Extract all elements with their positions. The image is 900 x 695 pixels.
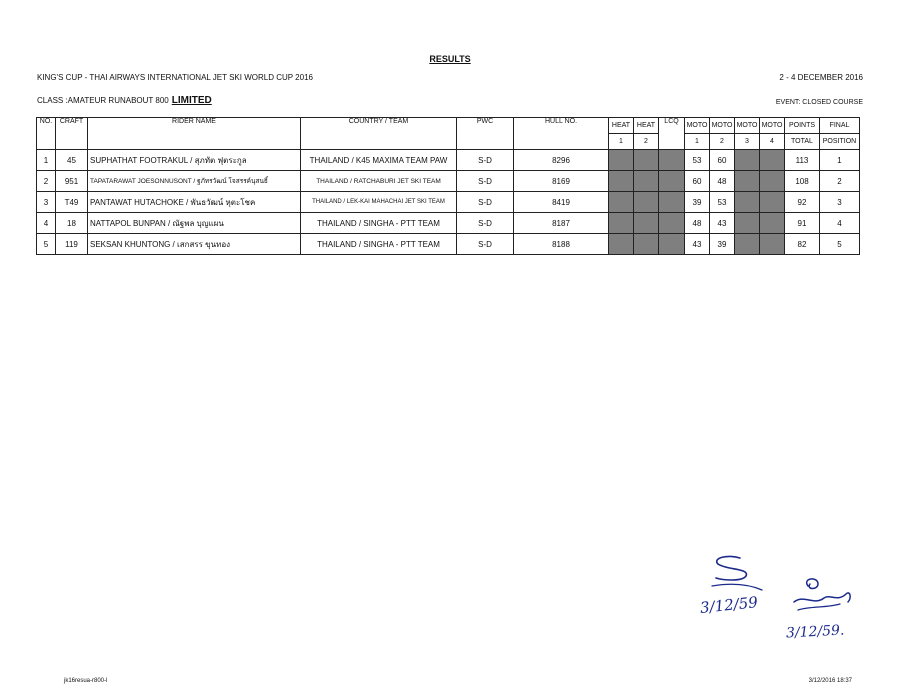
cell-moto-2: 39 xyxy=(710,234,735,255)
cell-moto-3 xyxy=(735,171,760,192)
cell-rider: SUPHATHAT FOOTRAKUL / สุภทัต ฟุตระกูล xyxy=(88,150,301,171)
cell-moto-4 xyxy=(760,192,785,213)
signature-right xyxy=(780,572,860,622)
cell-moto-4 xyxy=(760,213,785,234)
cell-country: THAILAND / SINGHA - PTT TEAM xyxy=(301,213,457,234)
cell-total: 91 xyxy=(785,213,820,234)
cell-rider: TAPATARAWAT JOESONNUSONT / ฐภัทรวัฒน์ โจสรรค์นุสนธิ์ xyxy=(88,171,301,192)
cell-position: 1 xyxy=(820,150,860,171)
results-table xyxy=(36,117,860,255)
col-country: COUNTRY / TEAM xyxy=(301,118,457,150)
col-moto-3: MOTO xyxy=(735,118,760,134)
col-pwc: PWC xyxy=(457,118,514,150)
col-final-position: POSITION xyxy=(820,134,860,150)
cell-heat-2 xyxy=(634,234,659,255)
cell-heat-2 xyxy=(634,213,659,234)
cell-heat-1 xyxy=(609,150,634,171)
cell-moto-1: 60 xyxy=(685,171,710,192)
cell-lcq xyxy=(659,192,685,213)
cell-moto-3 xyxy=(735,150,760,171)
cell-pwc: S-D xyxy=(457,234,514,255)
cell-rider: PANTAWAT HUTACHOKE / พันธวัฒน์ หุตะโชค xyxy=(88,192,301,213)
table-row xyxy=(37,150,860,171)
cell-moto-2: 48 xyxy=(710,171,735,192)
cell-heat-1 xyxy=(609,171,634,192)
col-moto-4: MOTO xyxy=(760,118,785,134)
cell-craft: 45 xyxy=(56,150,88,171)
cell-moto-4 xyxy=(760,150,785,171)
cell-pwc: S-D xyxy=(457,150,514,171)
cell-hull: 8296 xyxy=(514,150,609,171)
col-moto-4-num: 4 xyxy=(760,134,785,150)
cell-no: 5 xyxy=(37,234,56,255)
col-moto-2-num: 2 xyxy=(710,134,735,150)
event-type: EVENT: CLOSED COURSE xyxy=(775,99,863,106)
col-heat-2-num: 2 xyxy=(634,134,659,150)
event-name: KING'S CUP - THAI AIRWAYS INTERNATIONAL JET SKI WORLD CUP 2016 xyxy=(37,73,313,82)
cell-no: 3 xyxy=(37,192,56,213)
cell-no: 4 xyxy=(37,213,56,234)
cell-lcq xyxy=(659,234,685,255)
cell-total: 92 xyxy=(785,192,820,213)
cell-moto-4 xyxy=(760,234,785,255)
cell-no: 2 xyxy=(37,171,56,192)
col-heat-1: HEAT xyxy=(609,118,634,134)
cell-craft: 18 xyxy=(56,213,88,234)
cell-pwc: S-D xyxy=(457,171,514,192)
cell-moto-2: 43 xyxy=(710,213,735,234)
signature-date-left: 3/12/59 xyxy=(699,593,759,617)
cell-moto-4 xyxy=(760,171,785,192)
cell-moto-1: 53 xyxy=(685,150,710,171)
header-row-1 xyxy=(37,118,860,134)
col-craft: CRAFT xyxy=(56,118,88,150)
col-moto-1: MOTO xyxy=(685,118,710,134)
cell-heat-2 xyxy=(634,150,659,171)
cell-hull: 8419 xyxy=(514,192,609,213)
col-lcq: LCQ xyxy=(659,118,685,150)
cell-hull: 8187 xyxy=(514,213,609,234)
col-moto-2: MOTO xyxy=(710,118,735,134)
col-heat-2: HEAT xyxy=(634,118,659,134)
cell-heat-1 xyxy=(609,192,634,213)
signature-date-right: 3/12/59. xyxy=(785,622,845,642)
cell-total: 108 xyxy=(785,171,820,192)
cell-position: 4 xyxy=(820,213,860,234)
table-row xyxy=(37,171,860,192)
cell-moto-2: 53 xyxy=(710,192,735,213)
cell-total: 113 xyxy=(785,150,820,171)
class-label: CLASS :AMATEUR RUNABOUT 800 xyxy=(37,96,169,105)
cell-heat-1 xyxy=(609,234,634,255)
results-title: RESULTS xyxy=(429,54,471,64)
cell-total: 82 xyxy=(785,234,820,255)
cell-position: 5 xyxy=(820,234,860,255)
col-rider: RIDER NAME xyxy=(88,118,301,150)
col-points-total: TOTAL xyxy=(785,134,820,150)
col-heat-1-num: 1 xyxy=(609,134,634,150)
col-hull: HULL NO. xyxy=(514,118,609,150)
cell-position: 2 xyxy=(820,171,860,192)
cell-craft: T49 xyxy=(56,192,88,213)
cell-lcq xyxy=(659,171,685,192)
cell-position: 3 xyxy=(820,192,860,213)
cell-moto-3 xyxy=(735,234,760,255)
col-points: POINTS xyxy=(785,118,820,134)
cell-moto-2: 60 xyxy=(710,150,735,171)
cell-moto-1: 48 xyxy=(685,213,710,234)
col-no: NO. xyxy=(37,118,56,150)
event-header xyxy=(37,73,863,82)
cell-moto-1: 39 xyxy=(685,192,710,213)
cell-moto-3 xyxy=(735,213,760,234)
cell-rider: NATTAPOL BUNPAN / ณัฐพล บุญแผน xyxy=(88,213,301,234)
cell-hull: 8188 xyxy=(514,234,609,255)
cell-no: 1 xyxy=(37,150,56,171)
cell-pwc: S-D xyxy=(457,192,514,213)
table-row xyxy=(37,192,860,213)
event-dates: 2 - 4 DECEMBER 2016 xyxy=(779,73,863,82)
cell-craft: 119 xyxy=(56,234,88,255)
cell-country: THAILAND / K45 MAXIMA TEAM PAW xyxy=(301,150,457,171)
cell-rider: SEKSAN KHUNTONG / เสกสรร ขุนทอง xyxy=(88,234,301,255)
cell-lcq xyxy=(659,150,685,171)
col-final: FINAL xyxy=(820,118,860,134)
col-moto-3-num: 3 xyxy=(735,134,760,150)
class-limited: LIMITED xyxy=(171,95,212,106)
class-header xyxy=(37,95,863,106)
cell-craft: 951 xyxy=(56,171,88,192)
cell-hull: 8169 xyxy=(514,171,609,192)
cell-lcq xyxy=(659,213,685,234)
table-row xyxy=(37,234,860,255)
cell-heat-2 xyxy=(634,192,659,213)
cell-moto-1: 43 xyxy=(685,234,710,255)
col-moto-1-num: 1 xyxy=(685,134,710,150)
cell-heat-1 xyxy=(609,213,634,234)
class-label-wrap xyxy=(37,95,212,106)
cell-moto-3 xyxy=(735,192,760,213)
cell-country: THAILAND / RATCHABURI JET SKI TEAM xyxy=(301,171,457,192)
cell-heat-2 xyxy=(634,171,659,192)
table-row xyxy=(37,213,860,234)
cell-country: THAILAND / SINGHA - PTT TEAM xyxy=(301,234,457,255)
footer-file-id: jk16resua-r800-l xyxy=(64,678,108,684)
footer-timestamp: 3/12/2016 18:37 xyxy=(808,678,852,684)
cell-pwc: S-D xyxy=(457,213,514,234)
cell-country: THAILAND / LEK-KAI MAHACHAI JET SKI TEAM xyxy=(301,192,457,213)
